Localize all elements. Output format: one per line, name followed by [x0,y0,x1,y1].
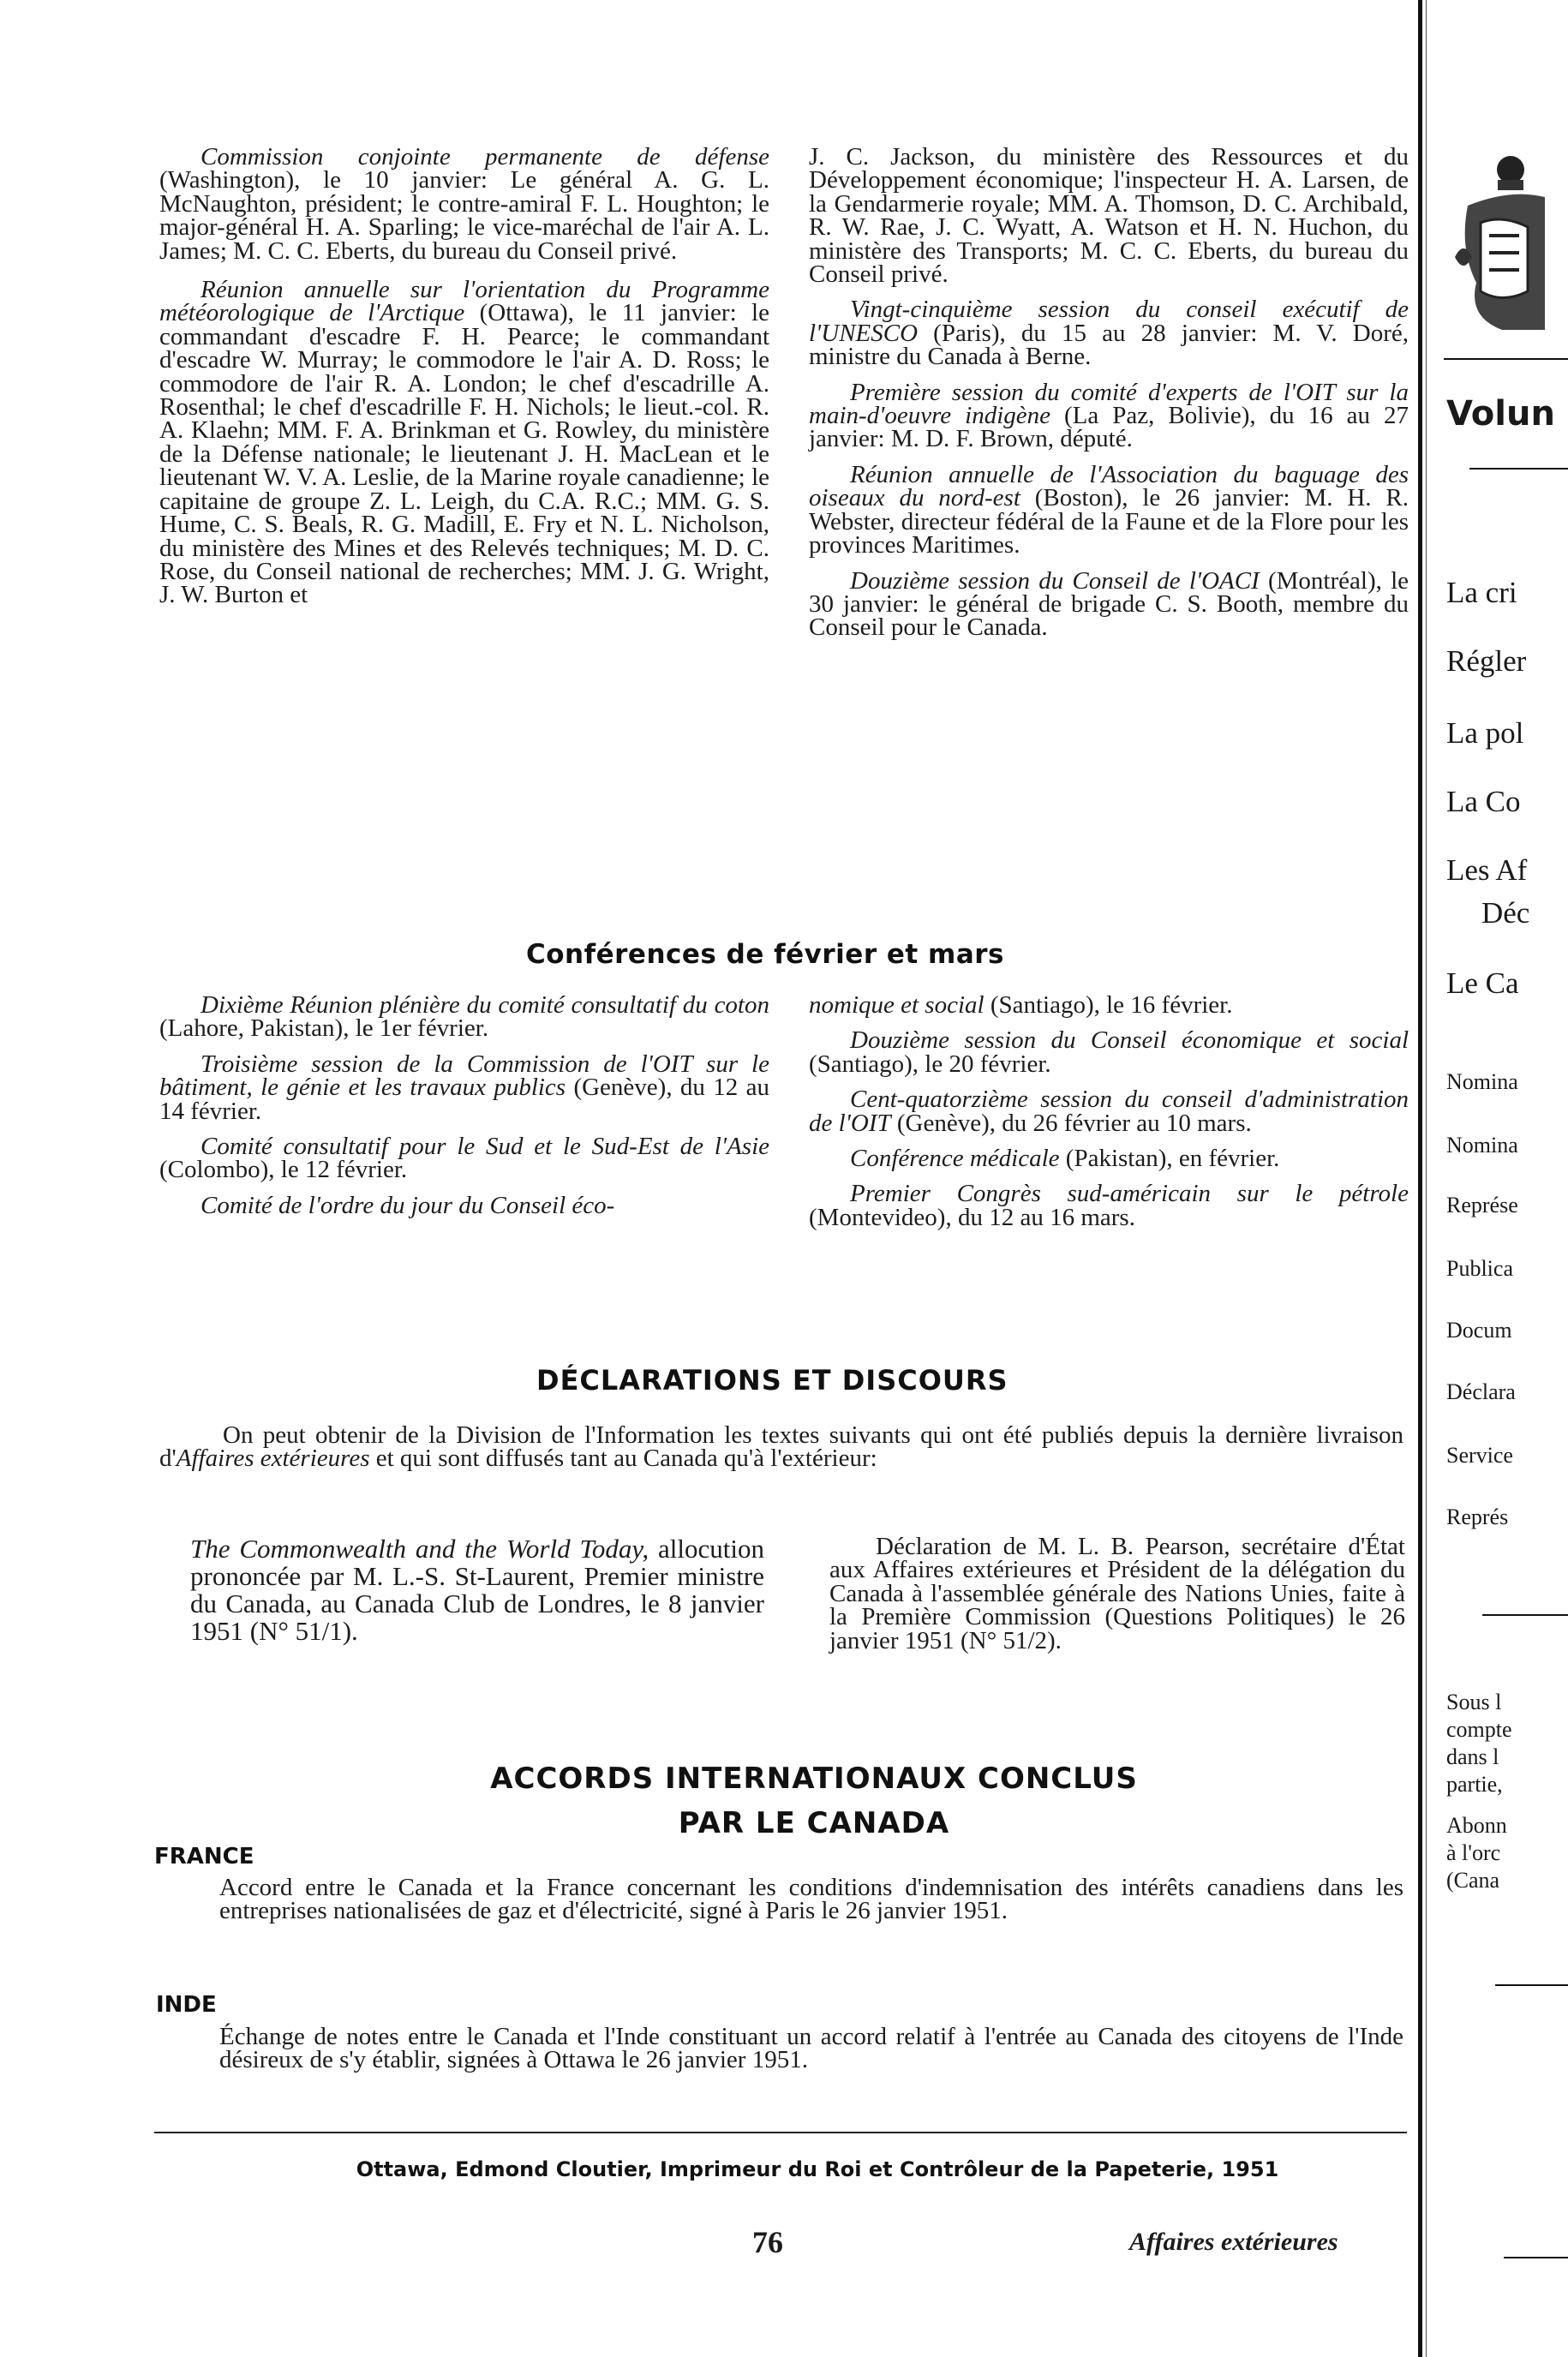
conference-title: Douzième session du Conseil économique et social [850,1026,1409,1055]
entry-title: Première session du comité d'experts de l'OIT sur la main-d'oeuvre indigène [809,378,1409,430]
entry-joint-defence [159,143,769,265]
entry-oit-experts [809,378,1409,453]
toc-item: Déclara [1446,1379,1516,1404]
conference-text: (Santiago), le 16 février. [984,991,1233,1019]
conference-item [159,1050,769,1125]
toc-item: Service [1446,1443,1513,1468]
page-edge-line [1418,0,1422,2357]
conference-item [809,1026,1409,1078]
toc-item: Nomina [1446,1069,1518,1094]
toc-item: Représ [1446,1505,1509,1529]
entry-unesco [809,296,1409,371]
page-number: 76 [752,2225,783,2259]
conference-item [809,991,1409,1019]
conference-text: (Santiago), le 20 février. [809,1050,1051,1078]
conference-text: (Pakistan), en février. [1059,1145,1280,1173]
page-edge-line [1426,0,1427,2357]
accords-heading-line1: ACCORDS INTERNATIONAUX CONCLUS [490,1762,1138,1796]
toc-item: Nomina [1446,1133,1518,1158]
declaration-text: allocution prononcée par M. L.-S. St-Laurent, Premier ministre du Canada, au Canada Club de Londres, le 8 janvier 1951 (N° 51/1). [190,1534,764,1646]
intro-text: et qui sont diffusés tant au Canada qu'à l'extérieur: [369,1445,877,1473]
entry-text: (Paris), du 15 au 28 janvier: M. V. Doré, ministre du Canada à Berne. [809,319,1409,371]
entry-text: (Montréal), le 30 janvier: le général de brigade C. S. Booth, membre du Conseil pour le Canada. [809,566,1409,642]
journal-title: Affaires extérieures [1129,2228,1338,2256]
entry-title: Réunion annuelle sur l'orientation du Programme météorologique de l'Arctique [159,276,769,327]
toc-item: Docum [1446,1318,1512,1343]
toc-item: Déc [1481,896,1530,930]
strip-text: (Cana [1446,1868,1500,1893]
coat-of-arms-icon [1451,146,1545,343]
france-label: FRANCE [154,1844,254,1869]
intro-text: On peut obtenir de la Division de l'Information les textes suivants qui ont été publiés depuis la dernière livraison d' [159,1421,1403,1473]
strip-text: compte [1446,1717,1512,1742]
conference-item [159,1191,769,1219]
strip-text: Abonn [1446,1813,1507,1838]
conference-item [809,1088,1409,1135]
conference-title: Premier Congrès sud-américain sur le pétrole [850,1180,1409,1208]
entry-continuation [809,143,1409,289]
entry-title: Commission conjointe permanente de défense [200,143,769,170]
footer-rule [154,2132,1407,2133]
entry-arctic-meteo [159,278,769,607]
accords-heading-line2: PAR LE CANADA [678,1806,950,1840]
declarations-intro [159,1421,1403,1473]
toc-item: La pol [1446,716,1524,750]
conference-text: (Colombo), le 12 février. [159,1156,408,1184]
conferences-left [159,991,769,1229]
toc-item: La cri [1446,576,1517,609]
conference-item [809,1145,1409,1173]
conference-title: Troisième session de la Commission de l'OIT sur le bâtiment, le génie et les travaux publics [159,1050,769,1102]
toc-item: Représe [1446,1193,1518,1217]
conferences-heading: Conférences de février et mars [526,939,1004,970]
conference-title: Comité consultatif pour le Sud et le Sud-Est de l'Asie [200,1133,769,1161]
strip-text: partie, [1446,1772,1503,1797]
right-column [809,143,1409,652]
conference-text: (Lahore, Pakistan), le 1er février. [159,1014,489,1043]
adjacent-page-strip [1418,0,1568,2357]
entry-text: (Ottawa), le 11 janvier: le commandant d'escadre F. H. Pearce; le commandant d'escadre W. Murray; le commodore le l'air A. D. Ross; le commodore de l'air R. A. London; le chef d'escadrille A. Rosenthal; le chef d'escadrille F. H. Nichols; le lieut.-col. R. A. Klaehn; MM. F. A. Brinkman et G. Rowley, du ministère de la Défense nationale; le lieutenant J. H. MacLean et le lieutenant W. V. A. Leslie, de la Marine royale canadienne; le capitaine de groupe Z. L. Leigh, du C.A. R.C.; MM. G. S. Hume, C. S. Beals, R. G. Madill, E. Fry et N. L. Nicholson, du ministère des Mines et des Relevés techniques; M. D. C. Rose, du Conseil national de recherches; MM. J. G. Wright, J. W. Burton et [159,299,769,609]
conference-title: Cent-quatorzième session du conseil d'administration de l'OIT [809,1086,1409,1137]
france-agreement [219,1876,1403,1923]
declaration-text: Déclaration de M. L. B. Pearson, secrétaire d'État aux Affaires extérieures et Président de la délégation du Canada à l'assemblée générale des Nations Unies, faite à la Première Commission (Questions Politiques) le 26 janvier 1951 (N° 51/2). [829,1533,1405,1654]
strip-rule [1444,358,1568,360]
conference-item [159,1135,769,1182]
entry-text: (La Paz, Bolivie), du 16 au 27 janvier: M. D. F. Brown, député. [809,402,1409,453]
france-text: Accord entre le Canada et la France concernant les conditions d'indemnisation des intérêts canadiens dans les entreprises nationalisées de gaz et d'électricité, signé à Paris le 26 janvier 1951. [219,1874,1403,1925]
entry-bird-banding [809,460,1409,559]
conference-item [809,1182,1409,1229]
strip-text: Sous l [1446,1690,1502,1714]
entry-text: J. C. Jackson, du ministère des Ressources et du Développement économique; l'inspecteur H. A. Larsen, de la Gendarmerie royale; MM. A. Thomson, D. C. Archibald, R. W. Rae, J. C. Wyatt, A. Watson et H. N. Huchon, du ministère des Transports; M. C. C. Eberts, du bureau du Conseil privé. [809,143,1409,289]
conference-title: Dixième Réunion plénière du comité consultatif du coton [200,991,769,1019]
conference-text: (Montevideo), du 12 au 16 mars. [809,1203,1135,1231]
strip-text: dans l [1446,1744,1499,1769]
conference-title: Conférence médicale [850,1145,1060,1173]
left-column [159,143,769,619]
strip-rule [1469,468,1568,470]
entry-title: Réunion annuelle de l'Association du baguage des oiseaux du nord-est [809,460,1409,512]
declarations-heading: DÉCLARATIONS ET DISCOURS [536,1364,1008,1397]
intro-journal: Affaires extérieures [176,1445,370,1473]
inde-label: INDE [156,1992,217,2018]
conference-title: Comité de l'ordre du jour du Conseil éco- [200,1191,615,1219]
toc-item: Les Af [1446,853,1528,887]
toc-item: La Co [1446,785,1521,818]
toc-item: Publica [1446,1256,1513,1281]
entry-text: (Washington), le 10 janvier: Le général A. G. L. McNaughton, président; le contre-amiral F. L. Houghton; le major-général H. A. Sparling; le vice-maréchal de l'air A. L. James; M. C. C. Eberts, du bureau du Conseil privé. [159,166,769,265]
conference-title: nomique et social [809,991,984,1019]
conference-item [159,991,769,1043]
strip-rule [1495,1984,1568,1986]
strip-text: à l'orc [1446,1840,1501,1865]
strip-rule [1482,1614,1568,1616]
entry-title: Vingt-cinquième session du conseil exécutif de l'UNESCO [809,296,1409,347]
toc-item: Régler [1446,644,1527,678]
declaration-title: The Commonwealth and the World Today, [190,1534,649,1564]
entry-text: (Boston), le 26 janvier: M. H. R. Webster, directeur fédéral de la Faune et de la Flore pour les provinces Maritimes. [809,484,1409,559]
inde-agreement [219,2025,1403,2073]
strip-rule [1504,2257,1568,2258]
entry-oaci [809,566,1409,642]
entry-title: Douzième session du Conseil de l'OACI [850,566,1260,595]
declaration-right [829,1535,1405,1653]
toc-item: Le Ca [1446,966,1519,1000]
inde-text: Échange de notes entre le Canada et l'Inde constituant un accord relatif à l'entrée au Canada des citoyens de l'Inde désireux de s'y établir, signées à Ottawa le 26 janvier 1951. [219,2023,1403,2074]
conference-text: (Genève), du 12 au 14 février. [159,1074,769,1125]
declaration-left [190,1535,764,1645]
conference-text: (Genève), du 26 février au 10 mars. [890,1109,1252,1137]
conferences-right [809,991,1409,1241]
publisher-line: Ottawa, Edmond Cloutier, Imprimeur du Roi et Contrôleur de la Papeterie, 1951 [356,2157,1279,2181]
volume-label: Volun [1446,394,1555,434]
